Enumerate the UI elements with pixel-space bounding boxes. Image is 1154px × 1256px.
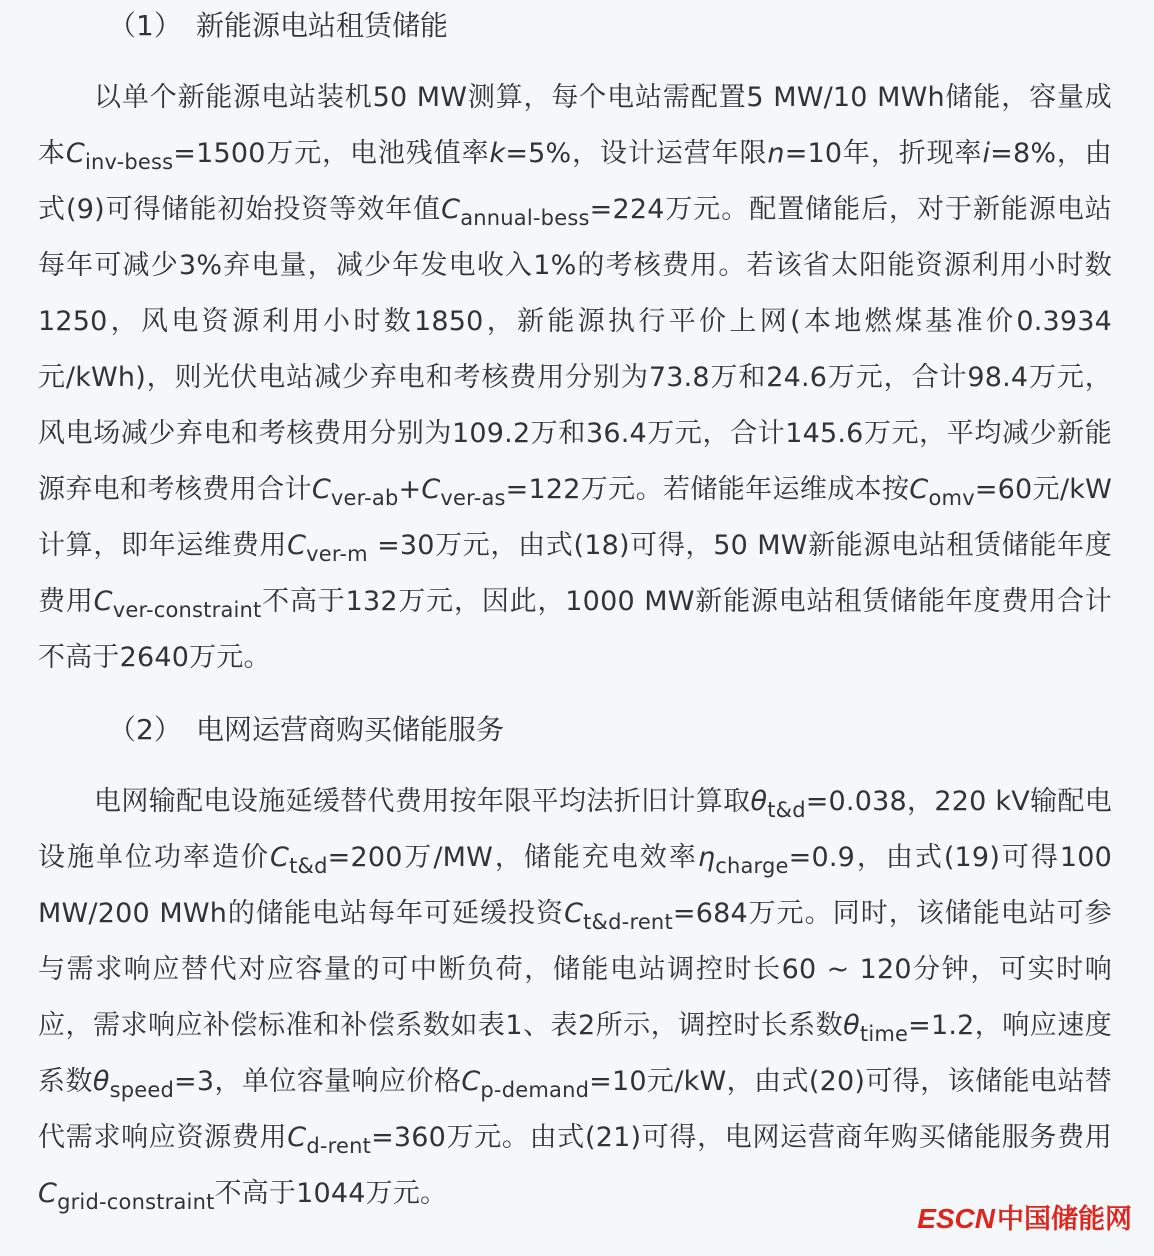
subscript: time [859, 1022, 909, 1046]
text-run: =10元/kW，由式(20)可得，该储能电站替代需求响应资源费用 [38, 1066, 1112, 1153]
section-1-heading [38, 0, 1112, 52]
subscript: inv-bess [84, 150, 174, 174]
var: C [38, 1178, 58, 1209]
text-run: =8%，由式(9)可得储能初始投资等效年值 [38, 138, 1113, 225]
var: n [767, 138, 785, 169]
subscript: ver-ab [330, 486, 399, 510]
var: C [270, 842, 290, 873]
text-run: =0.038，220 kV输配电设施单位功率造价 [38, 786, 1112, 873]
section-1-title: 新能源电站租赁储能 [196, 9, 449, 42]
var: C [421, 474, 441, 505]
subscript: annual-bess [460, 206, 590, 230]
subscript: grid-constraint [57, 1190, 215, 1214]
var: C [909, 474, 929, 505]
var: C [311, 474, 331, 505]
section-1-paragraph [38, 70, 1112, 686]
subscript: speed [109, 1078, 175, 1102]
var: θ [843, 1010, 860, 1041]
var: θ [750, 786, 768, 817]
text-run: + [398, 474, 422, 505]
text-run: 电网输配电设施延缓替代费用按年限平均法折旧计算取 [94, 786, 751, 817]
text-run: =10年，折现率 [784, 138, 983, 169]
subscript: ver-as [440, 486, 506, 510]
var: C [93, 586, 113, 617]
text-run: 不高于132万元，因此，1000 MW新能源电站租赁储能年度费用合计不高于2640万元。 [38, 586, 1112, 673]
var: η [697, 842, 716, 873]
var: i [982, 138, 991, 169]
section-2-heading [38, 704, 1112, 756]
text-run: =224万元。配置储能后，对于新能源电站每年可减少3%弃电量，减少年发电收入1%的考核费用。若该省太阳能资源利用小时数1250，风电资源利用小时数1850，新能源执行平价上网(本地燃煤基准价0.3934元/kWh)，则光伏电站减少弃电和考核费用分别为73.8万和24.6万元，合计98.4万元，风电场减少弃电和考核费用分别为109.2万和36.4万元，合计145.6万元，平均减少新能源弃电和考核费用合计 [38, 194, 1112, 505]
text-run: =122万元。若储能年运维成本按 [505, 474, 910, 505]
subscript: t&d-rent [583, 910, 673, 934]
var: C [461, 1066, 481, 1097]
subscript: p-demand [480, 1078, 590, 1102]
logo-cn: 中国储能网 [997, 1204, 1132, 1234]
subscript: omv [928, 486, 975, 510]
section-2-number: （2） [108, 713, 182, 746]
var: C [65, 138, 85, 169]
text-run: =684万元。同时，该储能电站可参与需求响应替代对应容量的可中断负荷，储能电站调控时长60 ~ 120分钟，可实时响应，需求响应补偿标准和补偿系数如表1、表2所示，调控时长系数 [38, 898, 1112, 1041]
section-2-title: 电网运营商购买储能服务 [196, 713, 505, 746]
text-run: =30万元，由式(18)可得，50 MW新能源电站租赁储能年度费用 [38, 530, 1112, 617]
section-2-paragraph [38, 774, 1112, 1222]
subscript: t&d [289, 854, 328, 878]
subscript: ver-m [306, 542, 368, 566]
var: C [441, 194, 461, 225]
text-run: =3，单位容量响应价格 [174, 1066, 462, 1097]
var: C [564, 898, 584, 929]
text-run: =200万/MW，储能充电效率 [327, 842, 698, 873]
subscript: ver-constraint [112, 598, 262, 622]
var: C [287, 530, 307, 561]
var: θ [92, 1066, 110, 1097]
subscript: t&d [767, 798, 806, 822]
text-run: =5%，设计运营年限 [505, 138, 768, 169]
text-run: =360万元。由式(21)可得，电网运营商年购买储能服务费用 [371, 1122, 1112, 1153]
escn-logo [917, 1197, 1132, 1236]
text-run: =1500万元，电池残值率 [173, 138, 490, 169]
text-run: =0.9，由式(19)可得100 MW/200 MWh的储能电站每年可延缓投资 [38, 842, 1112, 929]
text-run: =60元/kW计算，即年运维费用 [38, 474, 1113, 561]
text-run: 不高于1044万元。 [214, 1178, 448, 1209]
subscript: d-rent [306, 1134, 372, 1158]
var: k [489, 138, 506, 169]
article-body [38, 0, 1112, 1222]
logo-en: ESCN [917, 1203, 995, 1234]
text-run: 以单个新能源电站装机50 MW测算，每个电站需配置5 MW/10 MWh储能，容量成本 [38, 82, 1112, 169]
var: C [287, 1122, 307, 1153]
section-1-number: （1） [108, 9, 182, 42]
text-run: =1.2，响应速度系数 [38, 1010, 1112, 1097]
subscript: charge [715, 854, 789, 878]
